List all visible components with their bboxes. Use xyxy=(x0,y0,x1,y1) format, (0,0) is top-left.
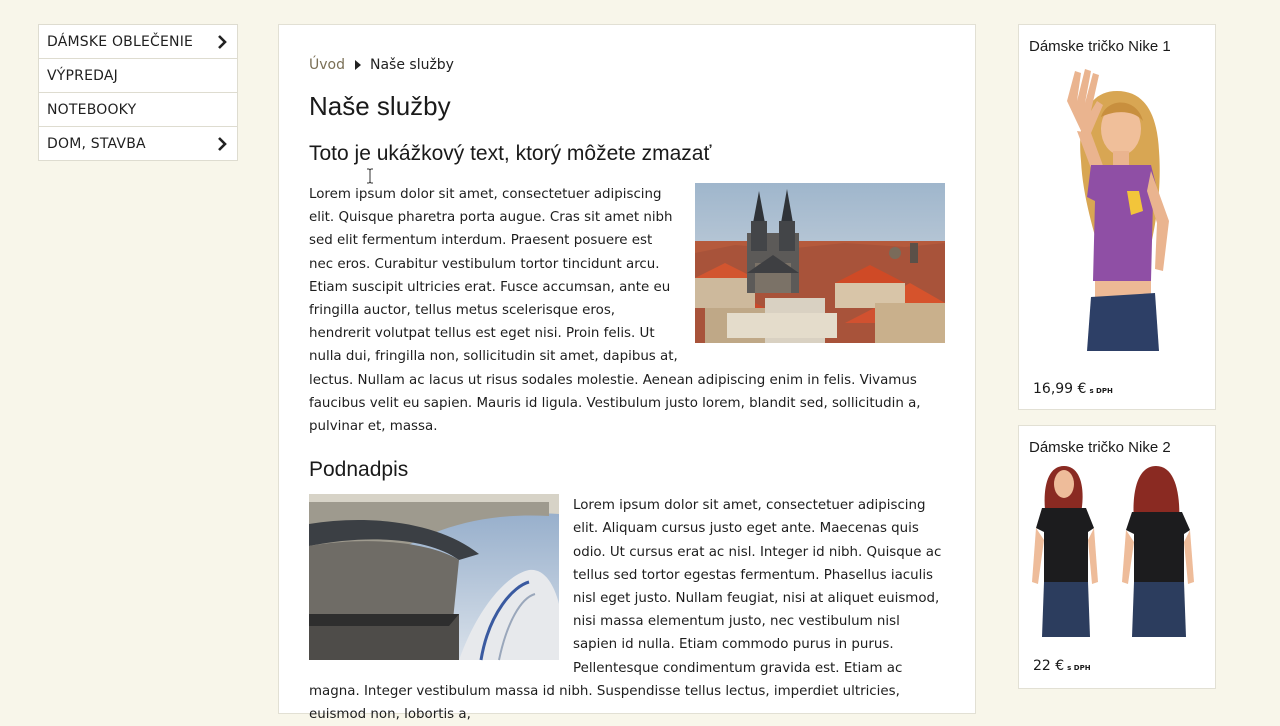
tax-note: s DPH xyxy=(1089,387,1113,395)
product-card[interactable] xyxy=(1018,425,1216,689)
breadcrumb-current: Naše služby xyxy=(369,57,454,73)
menu-item-damske-oblecenie[interactable] xyxy=(39,25,237,59)
product-photo xyxy=(1032,462,1202,637)
menu-item-notebooky[interactable] xyxy=(39,93,237,127)
product-name: Dámske tričko Nike 1 xyxy=(1029,38,1171,55)
menu-item-label: NOTEBOOKY xyxy=(47,101,137,118)
section-1: Lorem ipsum dolor sit amet, consectetuer adipiscing elit. Quisque pharetra porta augue. Cras sit amet nibh sed elit fermentum interdum. Praesent posuere est nec eros. Curabitur vestibulum tortor tincidunt arcu. Etiam suscipit ultricies erat. Fusce accumsan, ante eu fringilla auctor, tellus metus scelerisque eros, hendrerit volutpat tellus est eget nisi. Proin felis. Ut nulla dui, fringilla non, sollicitudin sit amet, dapibus at, lectus. Nullam ac lacus ut risus sodales molestie. Aenean adipiscing enim in felis. Vivamus faucibus velit eu sapien. Mauris id ligula. Vestibulum justo lorem, blandit sed, sollicitudin a, pulvinar et, massa. xyxy=(309,183,945,438)
menu-item-label: DOM, STAVBA xyxy=(47,135,146,152)
product-name: Dámske tričko Nike 2 xyxy=(1029,439,1171,456)
prague-city-image xyxy=(695,183,945,343)
chevron-right-icon xyxy=(215,35,229,49)
text-cursor-icon xyxy=(366,168,374,184)
breadcrumb xyxy=(309,57,945,73)
product-photo xyxy=(1047,61,1187,351)
menu-item-vypredaj[interactable] xyxy=(39,59,237,93)
caret-right-icon xyxy=(355,60,361,70)
menu-item-label: VÝPREDAJ xyxy=(47,67,118,84)
section-2: Lorem ipsum dolor sit amet, consectetuer adipiscing elit. Aliquam cursus justo eget ante. Maecenas quis odio. Ut cursus erat ac nisl. Integer id nibh. Quisque ac tellus sed tortor egestas fermentum. Phasellus iaculis nisl eget justo. Nullam feugiat, nisi at aliquet euismod, nisi massa elementum justo, nec vestibulum nisl sapien id nulla. Etiam commodo purus in purus. Pellentesque condimentum gravida est. Etiam ac magna. Integer vestibulum massa id nibh. Suspendisse tellus lectus, imperdiet ultricies, euismod non, lobortis a, xyxy=(309,494,945,726)
bridge-image xyxy=(309,494,559,660)
chevron-right-icon xyxy=(215,137,229,151)
section-heading: Toto je ukážkový text, ktorý môžete zmazať xyxy=(309,142,712,165)
section-heading: Podnadpis xyxy=(309,458,409,482)
breadcrumb-home-link[interactable]: Úvod xyxy=(309,57,345,73)
page-title: Naše služby xyxy=(309,91,451,121)
main-content xyxy=(278,24,976,723)
product-price: 22 € s DPH xyxy=(1033,658,1091,674)
product-price: 16,99 € s DPH xyxy=(1033,381,1113,397)
menu-item-label: DÁMSKE OBLEČENIE xyxy=(47,33,194,50)
menu-item-dom-stavba[interactable] xyxy=(39,127,237,160)
tax-note: s DPH xyxy=(1067,664,1091,672)
product-card[interactable] xyxy=(1018,24,1216,410)
category-menu xyxy=(38,24,238,161)
